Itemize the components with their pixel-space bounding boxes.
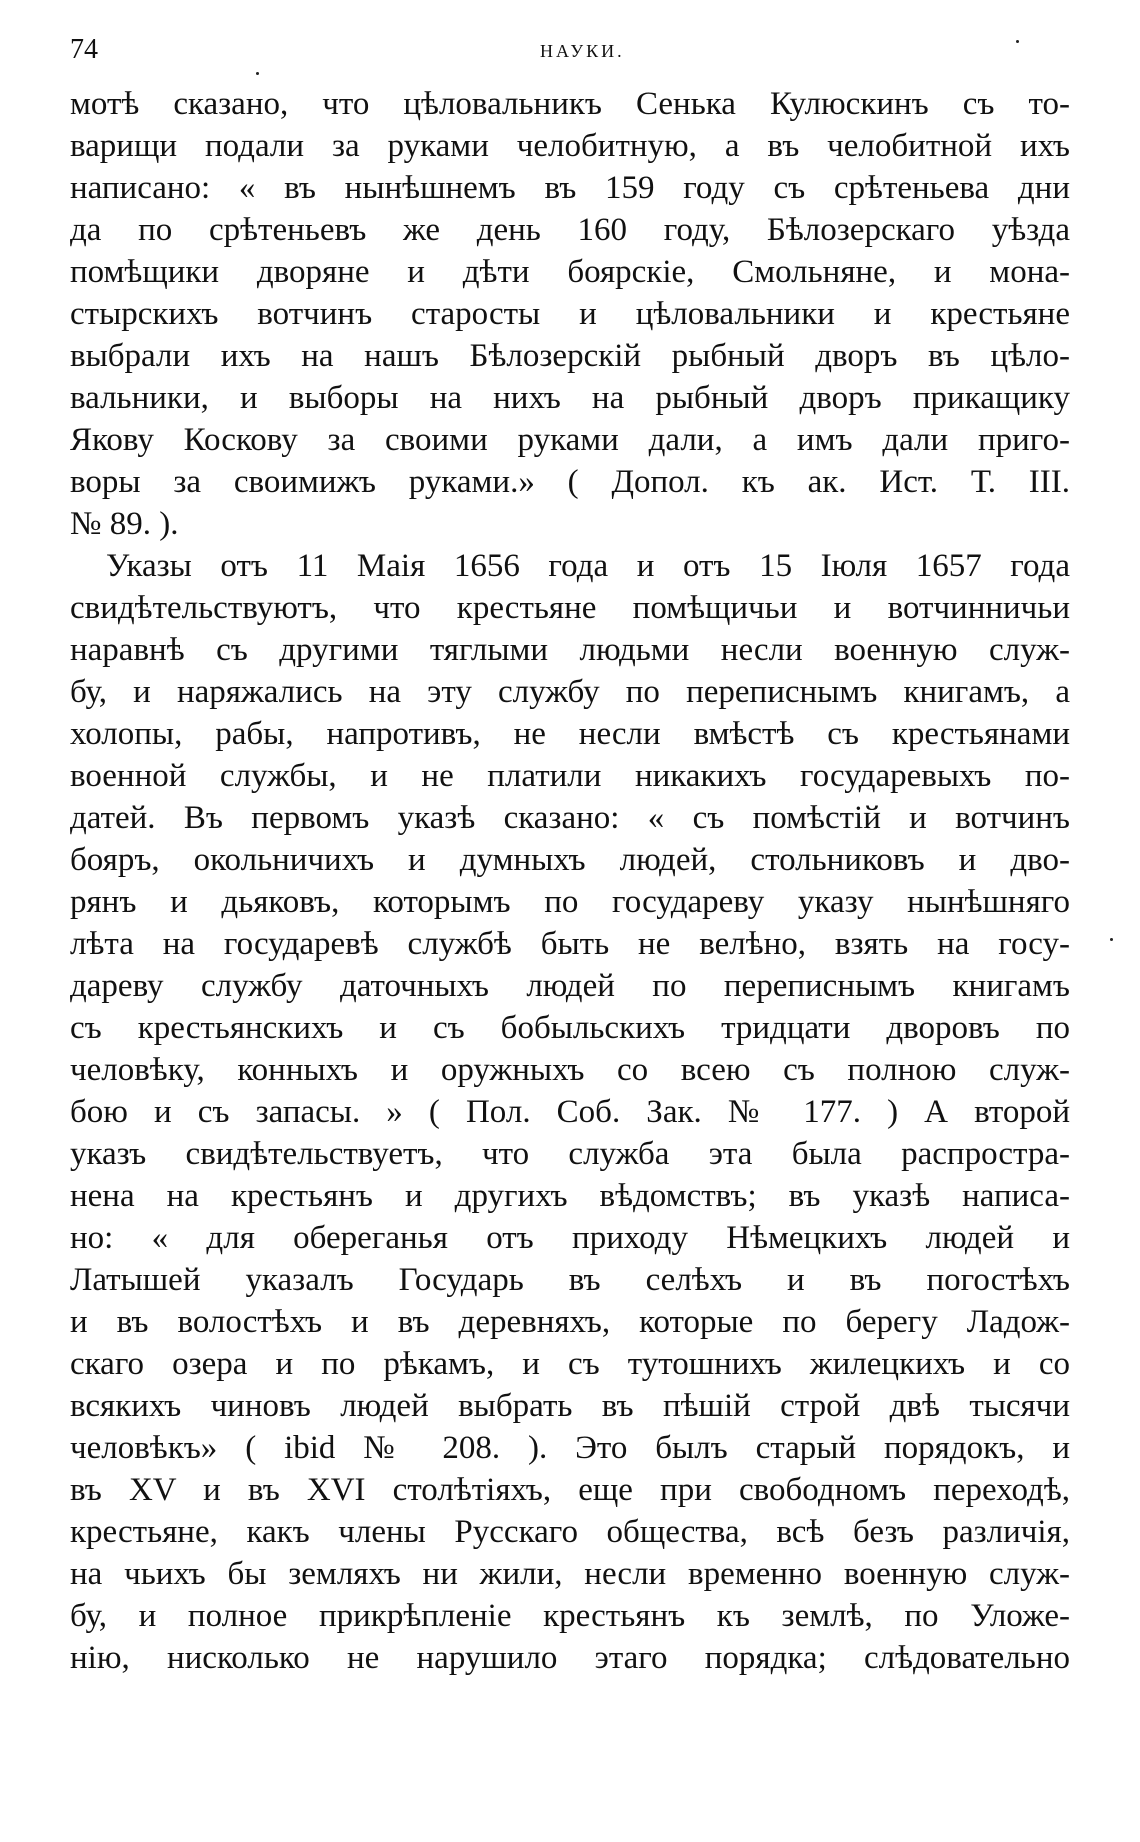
text-line: всякихъ чиновъ людей выбрать въ пѣшій строй двѣ тысячи (70, 1388, 1070, 1424)
text-line: человѣкъ» ( ibid № 208. ). Это былъ старый порядокъ, и (70, 1430, 1070, 1466)
text-line: помѣщики дворяне и дѣти боярскіе, Смольняне, и мона- (70, 254, 1070, 290)
print-speck (1110, 938, 1113, 941)
text-line: свидѣтельствуютъ, что крестьяне помѣщичьи и вотчинничьи (70, 590, 1070, 626)
text-line: рянъ и дьяковъ, которымъ по государеву указу нынѣшняго (70, 884, 1070, 920)
text-line: да по срѣтеньевъ же день 160 году, Бѣлозерскаго уѣзда (70, 212, 1070, 248)
paragraph-1 (70, 83, 1070, 545)
text-line: лѣта на государевѣ службѣ быть не велѣно, взять на госу- (70, 926, 1070, 962)
text-line: крестьяне, какъ члены Русскаго общества, всѣ безъ различія, (70, 1514, 1070, 1550)
text-line: мотѣ сказано, что цѣловальникъ Сенька Кулюскинъ съ то- (70, 86, 1070, 122)
text-line: бу, и полное прикрѣпленіе крестьянъ къ землѣ, по Уложе- (70, 1598, 1070, 1634)
text-line: холопы, рабы, напротивъ, не несли вмѣстѣ съ крестьянами (70, 716, 1070, 752)
page-header (70, 30, 1070, 70)
text-line: въ XV и въ XVI столѣтіяхъ, еще при свободномъ переходѣ, (70, 1472, 1070, 1508)
text-line: бою и съ запасы. » ( Пол. Соб. Зак. № 177. ) А второй (70, 1094, 1070, 1130)
text-line: нена на крестьянъ и другихъ вѣдомствъ; въ указѣ написа- (70, 1178, 1070, 1214)
print-speck (256, 72, 259, 75)
text-line: но: « для обереганья отъ приходу Нѣмецкихъ людей и (70, 1220, 1070, 1256)
text-line: датей. Въ первомъ указѣ сказано: « съ помѣстій и вотчинъ (70, 800, 1070, 836)
text-line: стырскихъ вотчинъ старосты и цѣловальники и крестьяне (70, 296, 1070, 332)
text-line: на чьихъ бы земляхъ ни жили, несли временно военную служ- (70, 1556, 1070, 1592)
text-line: № 89. ). (70, 506, 179, 542)
text-line: и въ волостѣхъ и въ деревняхъ, которые по берегу Ладож- (70, 1304, 1070, 1340)
text-line: съ крестьянскихъ и съ бобыльскихъ тридцати дворовъ по (70, 1010, 1070, 1046)
text-line: вальники, и выборы на нихъ на рыбный дворъ прикащику (70, 380, 1070, 416)
text-line: военной службы, и не платили никакихъ государевыхъ по- (70, 758, 1070, 794)
text-line: выбрали ихъ на нашъ Бѣлозерскій рыбный дворъ въ цѣло- (70, 338, 1070, 374)
print-speck (1016, 40, 1019, 43)
paragraph-2 (70, 545, 1070, 1679)
text-line: воры за своимижъ руками.» ( Допол. къ ак. Ист. Т. III. (70, 464, 1070, 500)
text-line: скаго озера и по рѣкамъ, и съ тутошнихъ жилецкихъ и со (70, 1346, 1070, 1382)
body-text (70, 83, 1070, 1679)
text-line: Якову Коскову за своими руками дали, а имъ дали приго- (70, 422, 1070, 458)
text-line: дареву службу даточныхъ людей по переписнымъ книгамъ (70, 968, 1070, 1004)
text-line: написано: « въ нынѣшнемъ въ 159 году съ срѣтеньева дни (70, 170, 1070, 206)
text-line: бу, и наряжались на эту службу по переписнымъ книгамъ, а (70, 674, 1070, 710)
text-line: указъ свидѣтельствуетъ, что служба эта была распростра- (70, 1136, 1070, 1172)
page-number: 74 (70, 34, 98, 65)
text-line: бояръ, окольничихъ и думныхъ людей, стольниковъ и дво- (70, 842, 1070, 878)
text-line: Латышей указалъ Государь въ селѣхъ и въ погостѣхъ (70, 1262, 1070, 1298)
text-line: Указы отъ 11 Маія 1656 года и отъ 15 Іюля 1657 года (106, 548, 1070, 584)
text-line: варищи подали за руками челобитную, а въ челобитной ихъ (70, 128, 1070, 164)
text-line: наравнѣ съ другими тяглыми людьми несли военную служ- (70, 632, 1070, 668)
text-line: человѣку, конныхъ и оружныхъ со всею съ полною служ- (70, 1052, 1070, 1088)
running-head: НАУКИ. (540, 41, 625, 61)
text-line: нію, нисколько не нарушило этаго порядка; слѣдовательно (70, 1640, 1070, 1676)
